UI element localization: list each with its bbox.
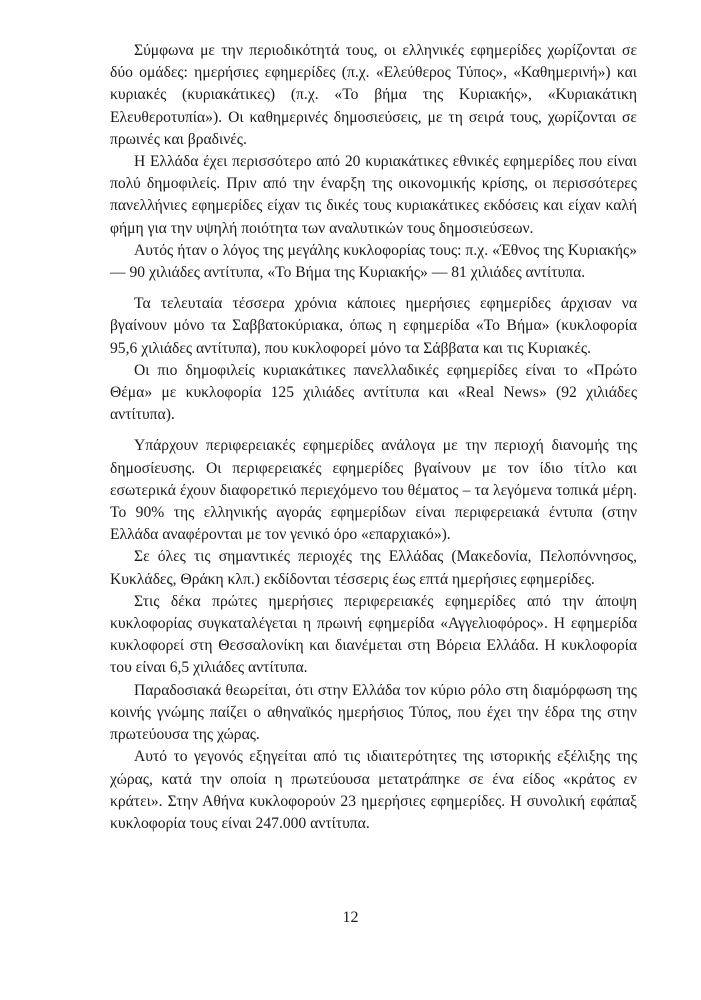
paragraph-9: Παραδοσιακά θεωρείται, ότι στην Ελλάδα τον κύριο ρόλο στη διαμόρφωση της κοινής γνώμης παίζει ο αθηναϊκός ημερήσιος Τύπος, που έχει την έδρα της στην πρωτεύουσα της χώρας.	[110, 681, 637, 744]
paragraph-8: Στις δέκα πρώτες ημερήσιες περιφερειακές εφημερίδες από την άποψη κυκλοφορίας συγκαταλέγεται η πρωινή εφημερίδα «Αγγελιοφόρος». Η εφημερίδα κυκλοφορεί στη Θεσσαλονίκη και διανέμεται στη Βόρεια Ελλάδα. Η κυκλοφορία του είναι 6,5 χιλιάδες αντίτυπα.	[110, 592, 637, 677]
body-text	[110, 40, 637, 835]
paragraph-3: Αυτός ήταν ο λόγος της μεγάλης κυκλοφορίας τους: π.χ. «Έθνος της Κυριακής» — 90 χιλιάδες αντίτυπα, «Το Βήμα της Κυριακής» — 81 χιλιάδες αντίτυπα.	[110, 241, 637, 282]
paragraph-4: Τα τελευταία τέσσερα χρόνια κάποιες ημερήσιες εφημερίδες άρχισαν να βγαίνουν μόνο τα Σαββατοκύριακα, όπως η εφημερίδα «Το Βήμα» (κυκλοφορία 95,6 χιλιάδες αντίτυπα), που κυκλοφορεί μόνο τα Σάββατα και τις Κυριακές.	[110, 295, 637, 357]
paragraph-6: Υπάρχουν περιφερειακές εφημερίδες ανάλογα με την περιοχή διανομής της δημοσίευσης. Οι περιφερειακές εφημερίδες βγαίνουν με τον ίδιο τίτλο και εσωτερικά έχουν διαφορετικό περιεχόμενο του θέματος – τα λεγόμενα τοπικά μέρη. Το 90% της ελληνικής αγοράς εφημερίδων είναι περιφερειακά έντυπα (στην Ελλάδα αναφέρονται με τον γενικό όρο «επαρχιακό»).	[110, 437, 637, 544]
paragraph-10: Αυτό το γεγονός εξηγείται από τις ιδιαιτερότητες της ιστορικής εξέλιξης της χώρας, κατά την οποία η πρωτεύουσα μετατράπηκε σε ένα είδος «κράτος εν κράτει». Στην Αθήνα κυκλοφορούν 23 ημερήσιες εφημερίδες. Η συνολική εφάπαξ κυκλοφορία τους είναι 247.000 αντίτυπα.	[110, 748, 637, 832]
page-number: 12	[342, 909, 359, 926]
paragraph-2: Η Ελλάδα έχει περισσότερο από 20 κυριακάτικες εθνικές εφημερίδες που είναι πολύ δημοφιλείς. Πριν από την έναρξη της οικονομικής κρίσης, οι περισσότερες πανελλήνιες εφημερίδες είχαν τις δικές τους κυριακάτικες εκδόσεις και είχαν καλή φήμη για την υψηλή ποιότητα των αναλυτικών τους δημοσιεύσεων.	[110, 153, 637, 237]
paragraph-7: Σε όλες τις σημαντικές περιοχές της Ελλάδας (Μακεδονία, Πελοπόννησος, Κυκλάδες, Θράκη κλπ.) εκδίδονται τέσσερις έως επτά ημερήσιες εφημερίδες.	[110, 548, 637, 588]
paragraph-5: Οι πιο δημοφιλείς κυριακάτικες πανελλαδικές εφημερίδες είναι το «Πρώτο Θέμα» με κυκλοφορία 125 χιλιάδες αντίτυπα και «Real News» (92 χιλιάδες αντίτυπα).	[110, 361, 637, 424]
paragraph-1: Σύμφωνα με την περιοδικότητά τους, οι ελληνικές εφημερίδες χωρίζονται σε δύο ομάδες: ημερήσιες εφημερίδες (π.χ. «Ελεύθερος Τύπος», «Καθημερινή») και κυριακές (κυριακάτικες) (π.χ. «Το βήμα της Κυριακής», «Κυριακάτικη Ελευθεροτυπία»). Οι καθημερινές δημοσιεύσεις, με τη σειρά τους, χωρίζονται σε πρωινές και βραδινές.	[110, 42, 637, 148]
